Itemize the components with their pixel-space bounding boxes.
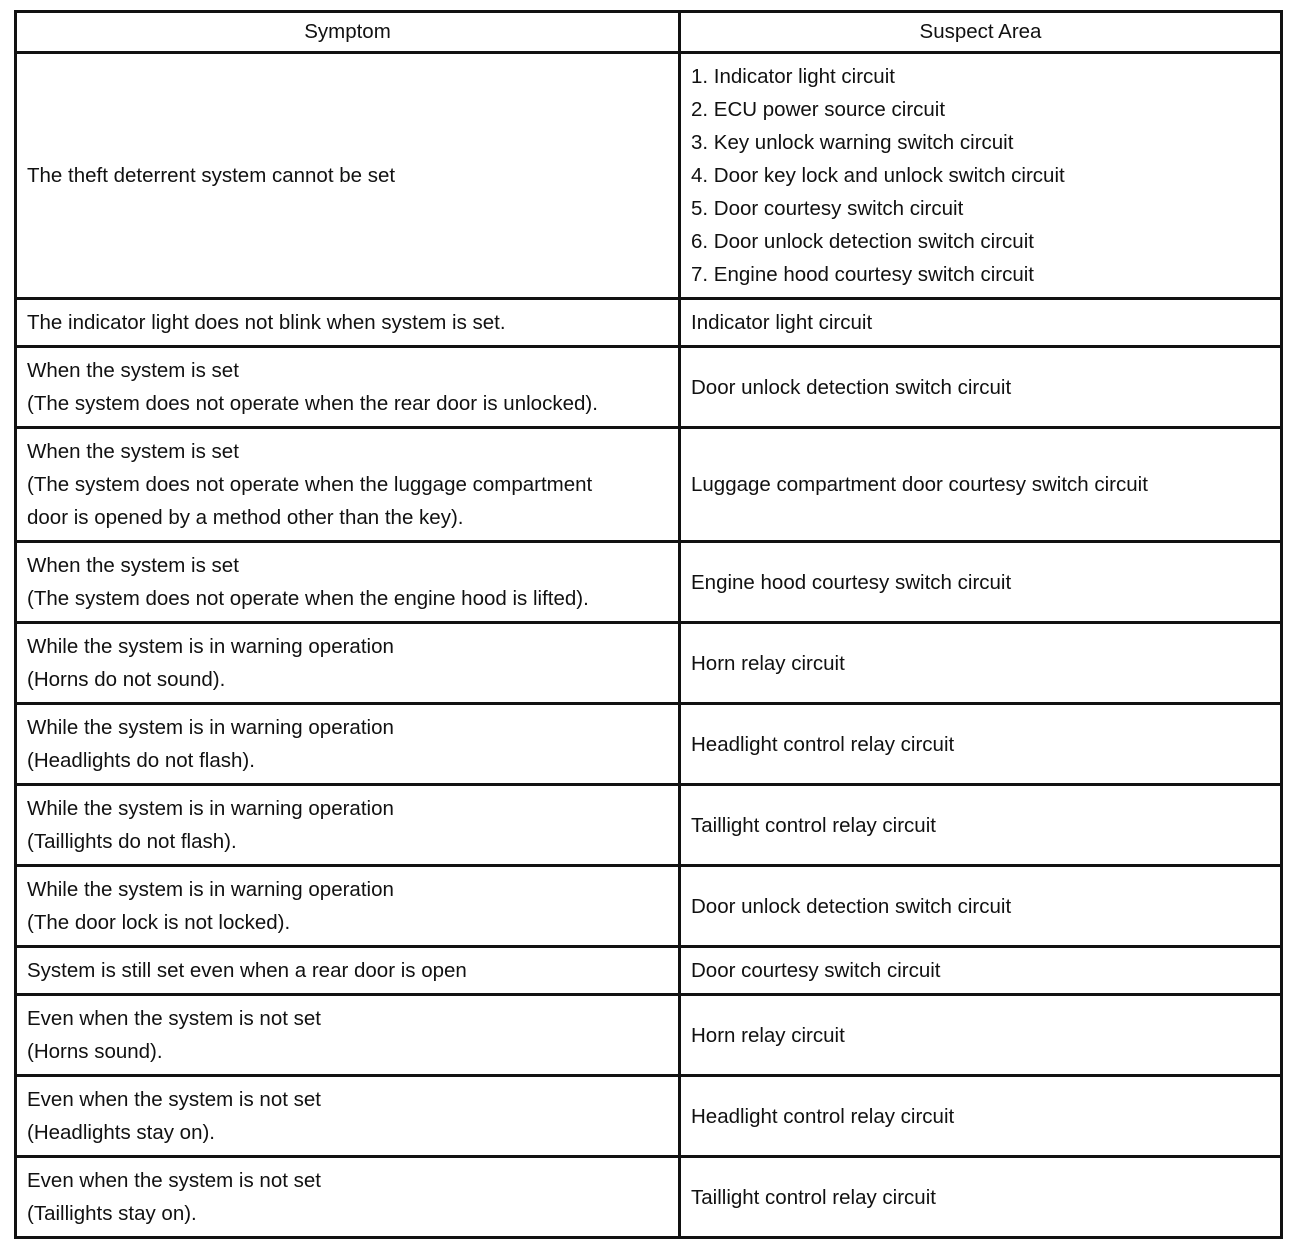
symptom-line: Even when the system is not set — [27, 1169, 321, 1192]
table-row — [16, 785, 1282, 866]
suspect-cell: Door unlock detection switch circuit — [680, 866, 1282, 947]
symptom-line: (Horns sound). — [27, 1040, 163, 1063]
symptom-line: While the system is in warning operation — [27, 716, 394, 739]
symptom-line: When the system is set — [27, 359, 239, 382]
symptom-line: System is still set even when a rear door is open — [27, 959, 467, 982]
symptom-line: (Horns do not sound). — [27, 668, 226, 691]
symptom-cell — [16, 1076, 680, 1157]
table-row — [16, 866, 1282, 947]
symptom-cell — [16, 623, 680, 704]
symptom-line: The theft deterrent system cannot be set — [27, 164, 396, 187]
troubleshooting-table — [14, 10, 1283, 1239]
suspect-cell: Taillight control relay circuit — [680, 1157, 1282, 1238]
symptom-cell — [16, 1157, 680, 1238]
table-row — [16, 947, 1282, 995]
symptom-line: door is opened by a method other than the key). — [27, 506, 464, 529]
suspect-list-item: 4. Door key lock and unlock switch circuit — [691, 164, 1065, 187]
symptom-line: (Taillights do not flash). — [27, 830, 237, 853]
table-row — [16, 704, 1282, 785]
suspect-list-item: 6. Door unlock detection switch circuit — [691, 230, 1034, 253]
suspect-cell: Engine hood courtesy switch circuit — [680, 542, 1282, 623]
suspect-cell: Horn relay circuit — [680, 623, 1282, 704]
symptom-line: Even when the system is not set — [27, 1007, 321, 1030]
symptom-line: While the system is in warning operation — [27, 635, 394, 658]
table-row — [16, 1157, 1282, 1238]
symptom-cell — [16, 704, 680, 785]
symptom-line: (The door lock is not locked). — [27, 911, 291, 934]
table-row — [16, 428, 1282, 542]
table-row — [16, 542, 1282, 623]
table-row — [16, 1076, 1282, 1157]
suspect-cell: Door courtesy switch circuit — [680, 947, 1282, 995]
symptom-line: (Headlights stay on). — [27, 1121, 216, 1144]
symptom-cell — [16, 995, 680, 1076]
symptom-line: Even when the system is not set — [27, 1088, 321, 1111]
suspect-cell: Headlight control relay circuit — [680, 1076, 1282, 1157]
suspect-list-item: 3. Key unlock warning switch circuit — [691, 131, 1014, 154]
symptom-line: (Headlights do not flash). — [27, 749, 255, 772]
symptom-cell — [16, 428, 680, 542]
table-row — [16, 995, 1282, 1076]
suspect-cell: Headlight control relay circuit — [680, 704, 1282, 785]
troubleshooting-table-container — [14, 10, 1280, 1239]
suspect-cell: Indicator light circuit — [680, 299, 1282, 347]
header-suspect-area: Suspect Area — [680, 12, 1282, 53]
symptom-cell — [16, 785, 680, 866]
symptom-cell — [16, 947, 680, 995]
suspect-list-item: 5. Door courtesy switch circuit — [691, 197, 964, 220]
symptom-line: When the system is set — [27, 554, 239, 577]
symptom-line: (The system does not operate when the engine hood is lifted). — [27, 587, 589, 610]
suspect-cell: Horn relay circuit — [680, 995, 1282, 1076]
symptom-line: (The system does not operate when the luggage compartment — [27, 473, 593, 496]
symptom-line: While the system is in warning operation — [27, 797, 394, 820]
symptom-cell — [16, 299, 680, 347]
symptom-line: (The system does not operate when the rear door is unlocked). — [27, 392, 598, 415]
suspect-cell: Door unlock detection switch circuit — [680, 347, 1282, 428]
suspect-list-item: 7. Engine hood courtesy switch circuit — [691, 263, 1034, 286]
suspect-list-item: 1. Indicator light circuit — [691, 65, 895, 88]
table-row — [16, 623, 1282, 704]
symptom-cell — [16, 542, 680, 623]
suspect-list — [691, 60, 1270, 291]
suspect-list-item: 2. ECU power source circuit — [691, 98, 946, 121]
table-header-row — [16, 12, 1282, 53]
symptom-line: When the system is set — [27, 440, 239, 463]
symptom-line: The indicator light does not blink when system is set. — [27, 311, 506, 334]
table-row — [16, 347, 1282, 428]
symptom-cell — [16, 866, 680, 947]
symptom-cell — [16, 53, 680, 299]
symptom-line: (Taillights stay on). — [27, 1202, 197, 1225]
suspect-cell: Taillight control relay circuit — [680, 785, 1282, 866]
header-symptom: Symptom — [16, 12, 680, 53]
table-row — [16, 53, 1282, 299]
symptom-cell — [16, 347, 680, 428]
suspect-cell — [680, 53, 1282, 299]
suspect-cell: Luggage compartment door courtesy switch circuit — [680, 428, 1282, 542]
symptom-line: While the system is in warning operation — [27, 878, 394, 901]
table-row — [16, 299, 1282, 347]
